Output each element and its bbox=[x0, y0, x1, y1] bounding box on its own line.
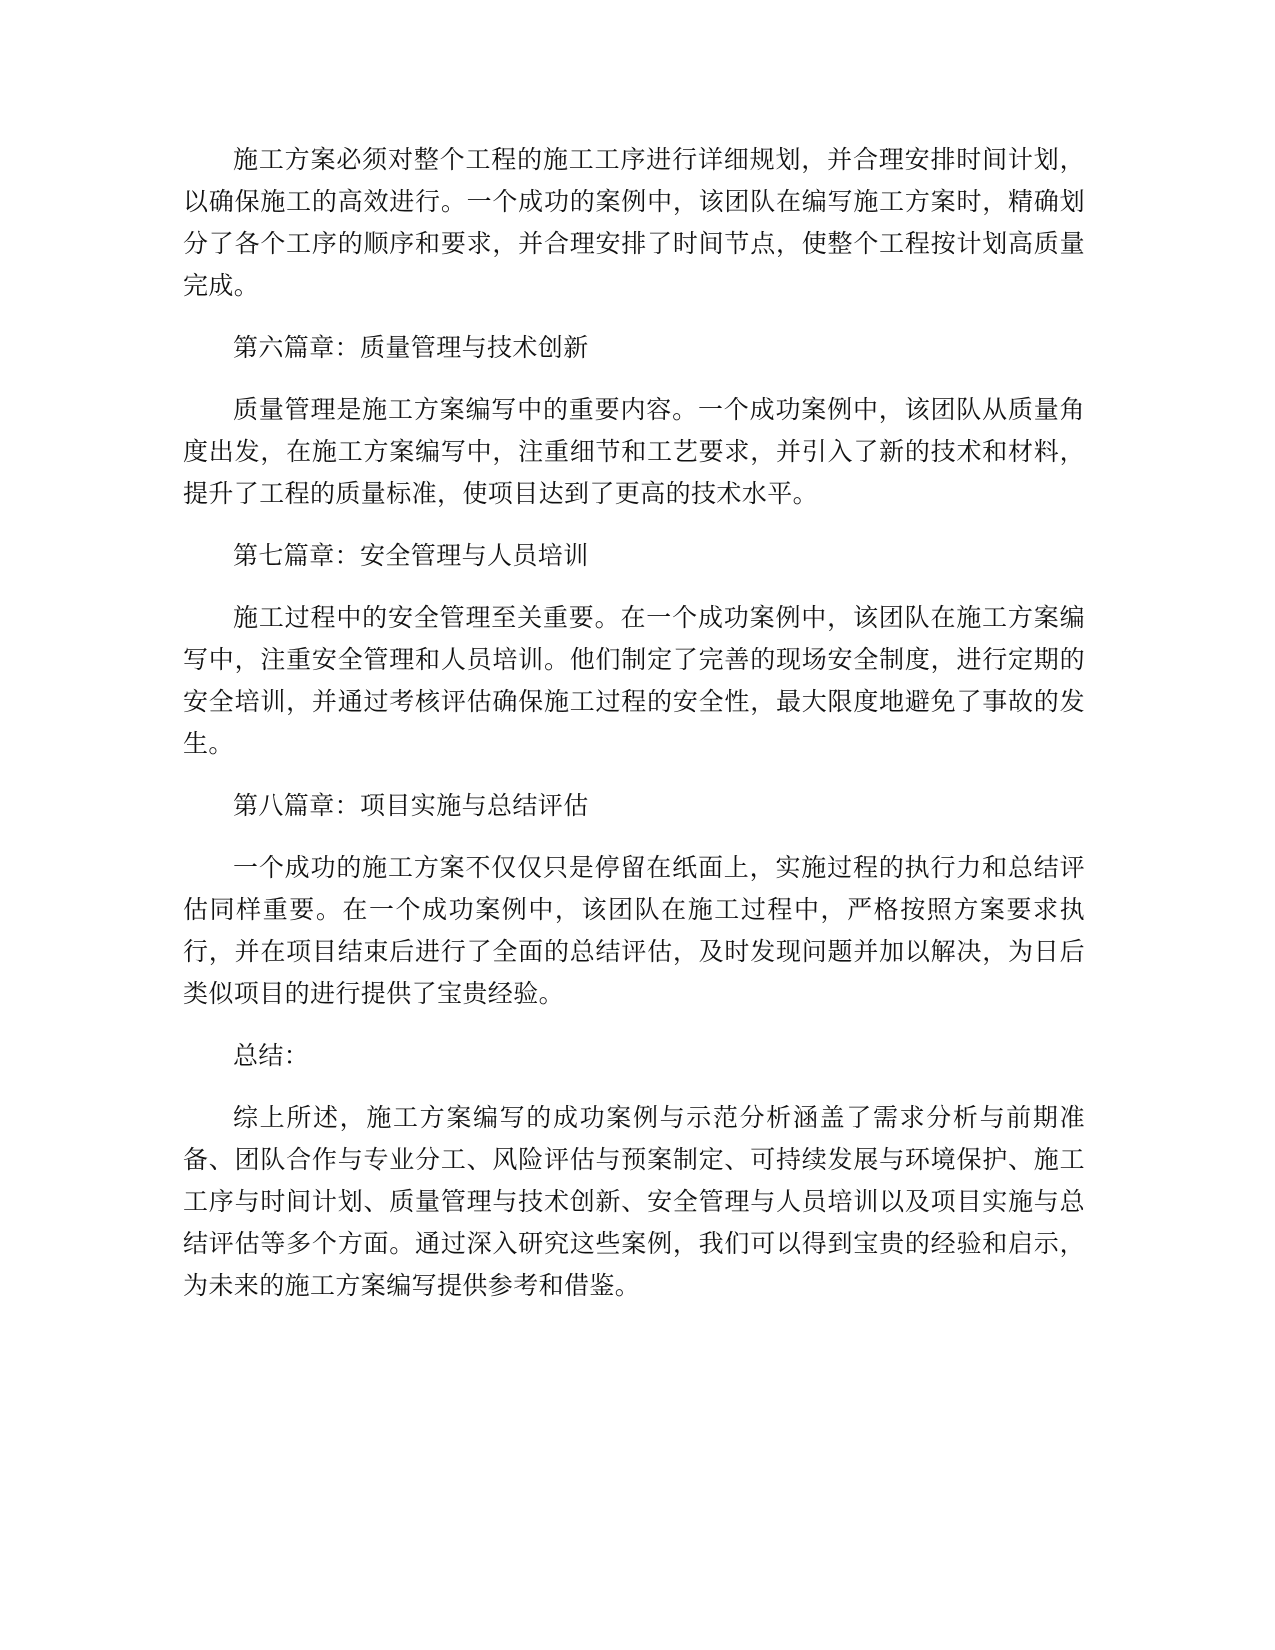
chapter-eight-heading: 第八篇章：项目实施与总结评估 bbox=[233, 791, 589, 820]
document-body bbox=[183, 139, 1085, 1327]
paragraph-summary: 综上所述，施工方案编写的成功案例与示范分析涵盖了需求分析与前期准备、团队合作与专业分工、风险评估与预案制定、可持续发展与环境保护、施工工序与时间计划、质量管理与技术创新、安全管理与人员培训以及项目实施与总结评估等多个方面。通过深入研究这些案例，我们可以得到宝贵的经验和启示，为未来的施工方案编写提供参考和借鉴。 bbox=[183, 1103, 1085, 1300]
chapter-seven-heading: 第七篇章：安全管理与人员培训 bbox=[233, 541, 589, 570]
paragraph-safety-management: 施工过程中的安全管理至关重要。在一个成功案例中，该团队在施工方案编写中，注重安全管理和人员培训。他们制定了完善的现场安全制度，进行定期的安全培训，并通过考核评估确保施工过程的安全性，最大限度地避免了事故的发生。 bbox=[183, 603, 1085, 758]
paragraph-construction-sequence: 施工方案必须对整个工程的施工工序进行详细规划，并合理安排时间计划，以确保施工的高效进行。一个成功的案例中，该团队在编写施工方案时，精确划分了各个工序的顺序和要求，并合理安排了时间节点，使整个工程按计划高质量完成。 bbox=[183, 145, 1085, 300]
paragraph-implementation-evaluation: 一个成功的施工方案不仅仅只是停留在纸面上，实施过程的执行力和总结评估同样重要。在一个成功案例中，该团队在施工过程中，严格按照方案要求执行，并在项目结束后进行了全面的总结评估，及时发现问题并加以解决，为日后类似项目的进行提供了宝贵经验。 bbox=[183, 853, 1085, 1008]
paragraph-quality-management: 质量管理是施工方案编写中的重要内容。一个成功案例中，该团队从质量角度出发，在施工方案编写中，注重细节和工艺要求，并引入了新的技术和材料，提升了工程的质量标准，使项目达到了更高的技术水平。 bbox=[183, 395, 1085, 508]
summary-heading: 总结： bbox=[233, 1041, 310, 1070]
chapter-six-heading: 第六篇章：质量管理与技术创新 bbox=[233, 333, 589, 362]
